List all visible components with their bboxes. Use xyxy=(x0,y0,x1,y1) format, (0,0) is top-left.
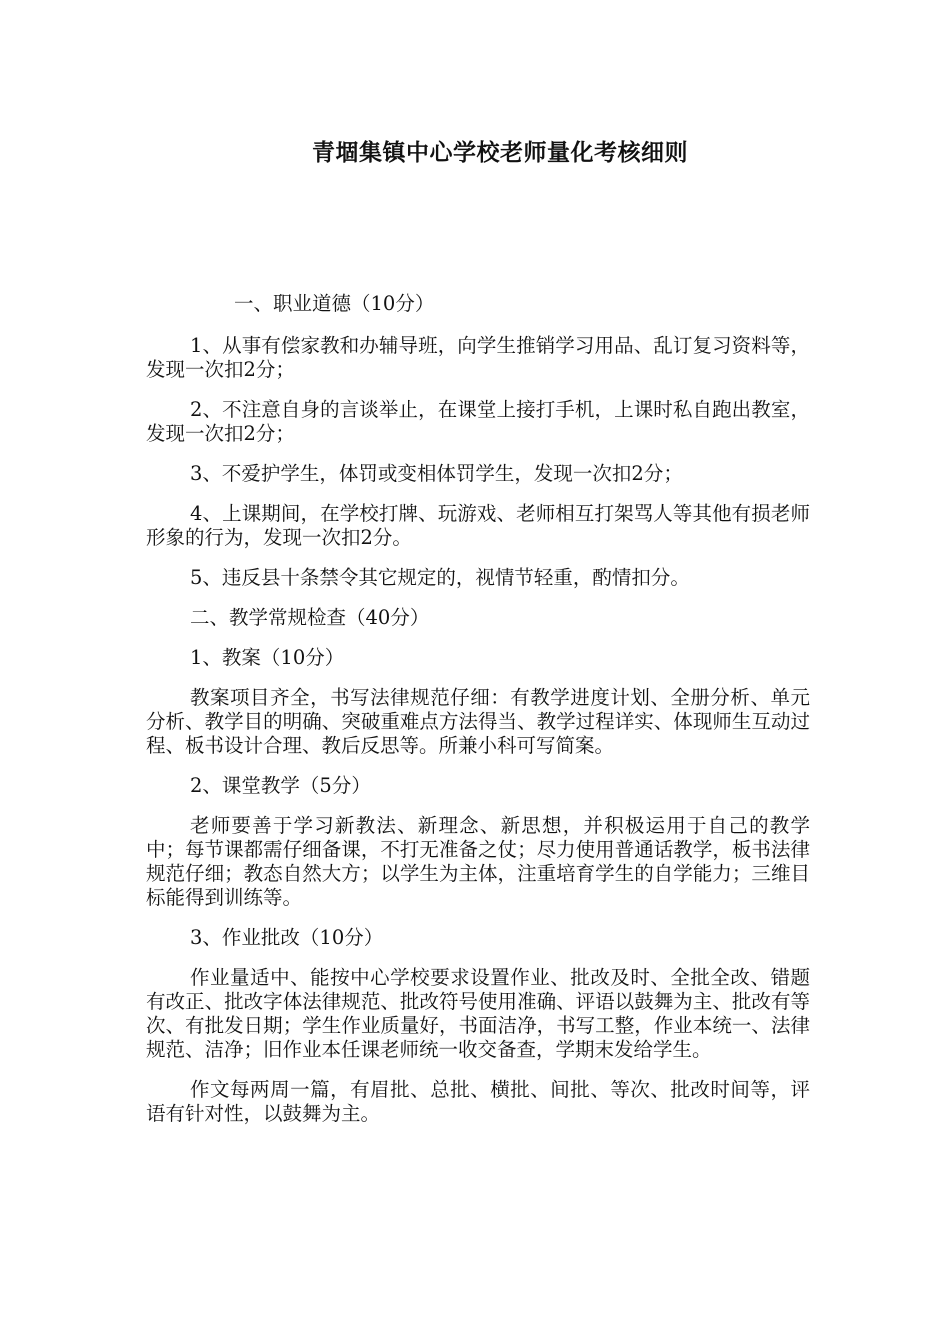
paragraph: 5、违反县十条禁令其它规定的，视情节轻重，酌情扣分。 xyxy=(190,566,690,589)
paragraph: 1、从事有偿家教和办辅导班，向学生推销学习用品、乱订复习资料等，发现一次扣2分； xyxy=(146,334,810,381)
section-heading-teaching: 二、教学常规检查（40分） xyxy=(190,606,430,629)
subheading-lesson-plan: 1、教案（10分） xyxy=(190,646,345,669)
subheading-classroom-teaching: 2、课堂教学（5分） xyxy=(190,774,371,797)
paragraph: 3、不爱护学生，体罚或变相体罚学生，发现一次扣2分； xyxy=(190,462,683,485)
paragraph: 作业量适中、能按中心学校要求设置作业、批改及时、全批全改、错题有改正、批改字体法律规范、批改符号使用准确、评语以鼓舞为主、批改有等次、有批发日期；学生作业质量好，书面洁净，书写工整，作业本统一、法律规范、洁净；旧作业本任课老师统一收交备查，学期末发给学生。 xyxy=(146,966,810,1061)
paragraph: 4、上课期间，在学校打牌、玩游戏、老师相互打架骂人等其他有损老师形象的行为，发现一次扣2分。 xyxy=(146,502,810,549)
paragraph: 2、不注意自身的言谈举止，在课堂上接打手机，上课时私自跑出教室，发现一次扣2分； xyxy=(146,398,810,445)
paragraph: 老师要善于学习新教法、新理念、新思想，并积极运用于自己的教学中；每节课都需仔细备课，不打无准备之仗；尽力使用普通话教学，板书法律规范仔细；教态自然大方；以学生为主体，注重培育学生的自学能力；三维目标能得到训练等。 xyxy=(146,814,810,909)
document-body xyxy=(146,292,810,1142)
section-heading-ethics: 一、职业道德（10分） xyxy=(234,292,435,315)
paragraph: 教案项目齐全，书写法律规范仔细：有教学进度计划、全册分析、单元分析、教学目的明确、突破重难点方法得当、教学过程详实、体现师生互动过程、板书设计合理、教后反思等。所兼小科可写简案。 xyxy=(146,686,810,757)
document-title: 青堌集镇中心学校老师量化考核细则 xyxy=(312,139,688,166)
paragraph: 作文每两周一篇，有眉批、总批、横批、间批、等次、批改时间等，评语有针对性，以鼓舞为主。 xyxy=(146,1078,810,1125)
subheading-homework-correction: 3、作业批改（10分） xyxy=(190,926,384,949)
